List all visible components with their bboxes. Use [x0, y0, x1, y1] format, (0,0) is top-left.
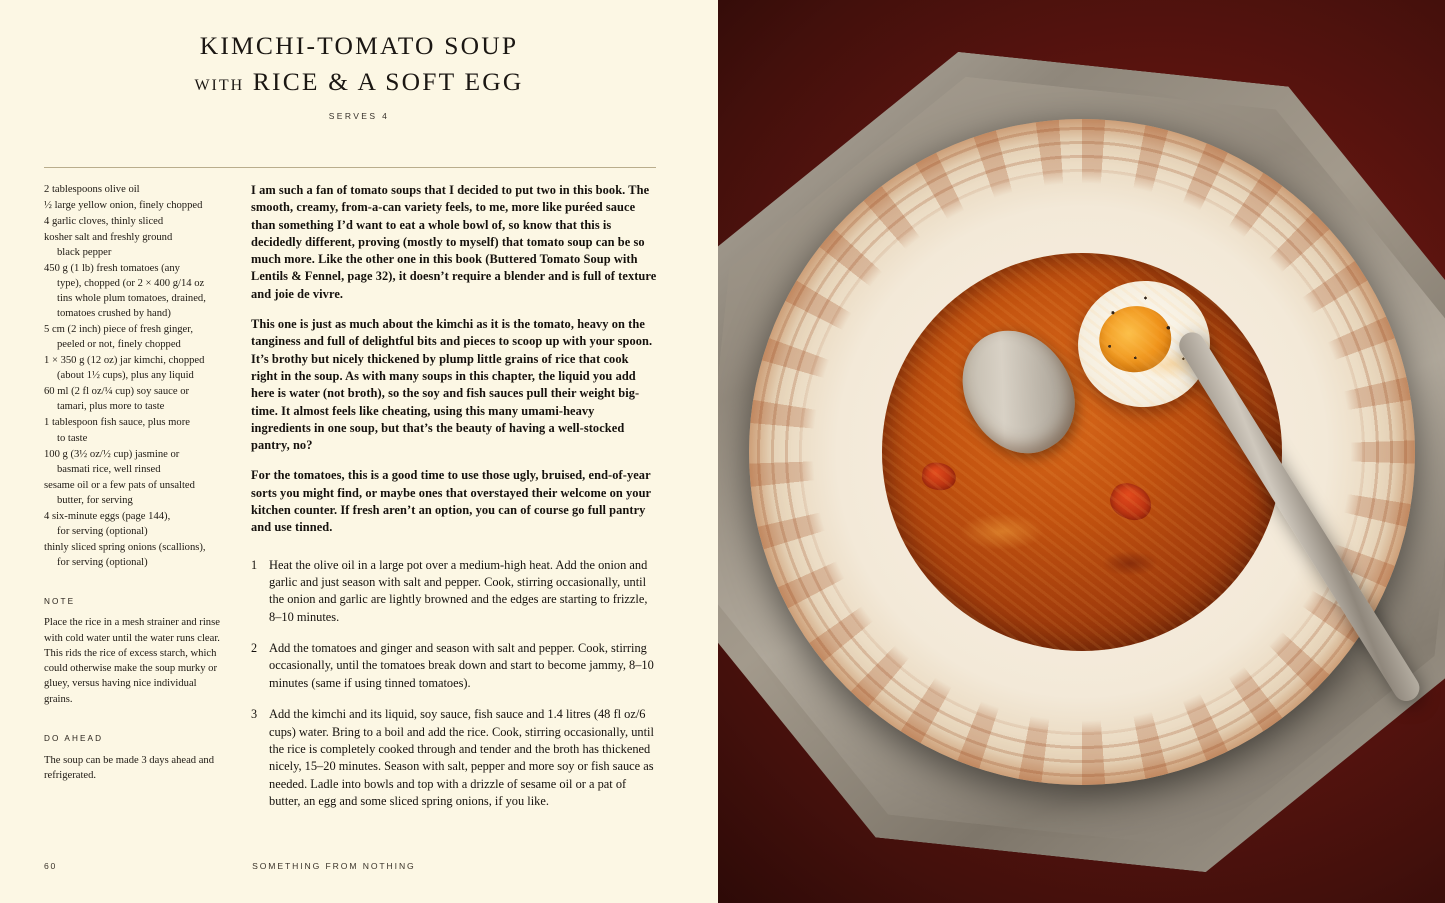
ingredient-text: 450 g (1 lb) fresh tomatoes (any	[44, 263, 180, 275]
egg-yolk	[1095, 301, 1175, 376]
ingredient-text: 1 tablespoon fish sauce, plus more	[44, 417, 190, 429]
list-item	[44, 261, 227, 321]
list-item	[44, 540, 227, 570]
ingredient-cont: tomatoes crushed by hand)	[57, 308, 171, 320]
ingredient-text: sesame oil or a few pats of unsalted	[44, 479, 195, 491]
title-block	[0, 0, 718, 121]
list-item	[251, 706, 657, 810]
step-number: 3	[251, 707, 258, 722]
ingredient-text: 1 × 350 g (12 oz) jar kimchi, chopped	[44, 355, 205, 367]
steps-list	[251, 557, 657, 811]
ingredient-cont: basmati rice, well rinsed	[57, 463, 161, 475]
ingredient-cont: butter, for serving	[57, 494, 133, 506]
recipe-title: KIMCHI-TOMATO SOUP	[199, 31, 519, 60]
list-item	[44, 198, 227, 213]
recipe-subtitle-text: RICE & A SOFT EGG	[252, 66, 524, 96]
ingredient-cont: black pepper	[57, 247, 112, 259]
ingredient-text: thinly sliced spring onions (scallions),	[44, 541, 206, 553]
intro-paragraph: For the tomatoes, this is a good time to use those ugly, bruised, end-of-year sorts you might find, or maybe ones that overstayed their welcome on your kitchen counter. If fresh aren’t an option, you can of course go full pantry and use tinned.	[251, 468, 651, 535]
ingredient-text: 60 ml (2 fl oz/¼ cup) soy sauce or	[44, 386, 190, 398]
ingredient-cont: tins whole plum tomatoes, drained,	[57, 293, 206, 305]
do-ahead-body: The soup can be made 3 days ahead and refrigerated.	[44, 754, 215, 781]
list-item	[44, 214, 227, 229]
step-number: 2	[251, 641, 258, 656]
list-item	[251, 557, 657, 626]
header-divider	[44, 167, 656, 168]
note-heading: NOTE	[44, 596, 76, 606]
list-item	[44, 322, 227, 352]
step-text: Heat the olive oil in a large pot over a medium-high heat. Add the onion and garlic and just season with salt and pepper. Cook, stirring occasionally, until the onion and garlic are lightly browned and the edges are starting to frizzle, 8–10 minutes.	[269, 557, 648, 624]
tomato-piece	[920, 461, 957, 492]
list-item	[44, 509, 227, 539]
recipe-columns	[44, 182, 660, 824]
ingredient-cont: (about 1½ cups), plus any liquid	[57, 370, 194, 382]
intro-paragraph: I am such a fan of tomato soups that I decided to put two in this book. The smooth, creamy, from-a-can variety feels, to me, more like puréed sauce than something I’d want to eat a whole bowl of, so know that this is decidedly different, proving (mostly to myself) that tomato soup can be so much more. Like the other one in this book (Buttered Tomato Soup with Lentils & Fennel, page 32), it doesn’t require a blender and is full of texture and joie de vivre.	[251, 183, 657, 301]
ingredient-cont: type), chopped (or 2 × 400 g/14 oz	[57, 278, 205, 290]
soup-contents	[882, 253, 1282, 651]
ingredient-text: 5 cm (2 inch) piece of fresh ginger,	[44, 324, 194, 336]
step-number: 1	[251, 557, 258, 572]
ingredients-list	[44, 182, 227, 570]
ingredient-text: 2 tablespoons olive oil	[44, 184, 140, 195]
list-item	[44, 182, 227, 197]
serves-label: SERVES 4	[328, 110, 390, 121]
chapter-title: SOMETHING FROM NOTHING	[252, 861, 416, 871]
ingredient-cont: for serving (optional)	[57, 525, 148, 537]
list-item	[251, 640, 657, 692]
ingredient-text: ½ large yellow onion, finely chopped	[44, 200, 203, 212]
do-ahead-heading: DO AHEAD	[44, 733, 104, 743]
ingredient-cont: peeled or not, finely chopped	[57, 339, 181, 351]
method-column	[251, 182, 657, 824]
ingredient-text: 100 g (3½ oz/½ cup) jasmine or	[44, 448, 180, 460]
recipe-subtitle	[0, 67, 718, 97]
ingredient-text: kosher salt and freshly ground	[44, 232, 173, 244]
list-item	[44, 230, 227, 260]
list-item	[44, 353, 227, 383]
recipe-subtitle-with: WITH	[194, 76, 245, 94]
page-footer	[44, 861, 660, 871]
ingredient-text: 4 six-minute eggs (page 144),	[44, 510, 171, 522]
ingredient-cont: tamari, plus more to taste	[57, 401, 165, 413]
list-item	[44, 447, 227, 477]
step-text: Add the kimchi and its liquid, soy sauce, fish sauce and 1.4 litres (48 fl oz/6 cups) water. Bring to a boil and add the rice. Cook, stirring occasionally, until the rice is completely cooked through and tender and the broth has thickened nicely, 15–20 minutes. Season with salt, pepper and more soy or fish sauce as needed. Ladle into bowls and top with a drizzle of sesame oil or a pat of butter, an egg and some sliced spring onions, if you like.	[269, 707, 654, 808]
list-item	[44, 415, 227, 445]
list-item	[44, 384, 227, 414]
ingredient-cont: to taste	[57, 432, 88, 444]
ingredient-text: 4 garlic cloves, thinly sliced	[44, 216, 164, 228]
ingredient-cont: for serving (optional)	[57, 556, 148, 568]
recipe-page	[0, 0, 718, 903]
recipe-photo	[718, 0, 1445, 903]
step-text: Add the tomatoes and ginger and season with salt and pepper. Cook, stirring occasionally, until the tomatoes break down and start to become jammy, 8–10 minutes (same if using tinned tomatoes).	[269, 641, 654, 690]
note-body: Place the rice in a mesh strainer and rinse with cold water until the water runs clear. This rids the rice of excess starch, which could otherwise make the soup murky or gluey, versus having nice individual grains.	[44, 617, 220, 705]
list-item	[44, 478, 227, 508]
intro-paragraph: This one is just as much about the kimchi as it is the tomato, heavy on the tanginess and full of delightful bits and pieces to scoop up with your spoon. It’s brothy but nicely thickened by plump little grains of rice that cook right in the soup. As with many soups in this chapter, the liquid you add here is water (not broth), so the soy and fish sauces pull their weight big-time. It almost feels like cheating, using this many umami-heavy ingredients in one soup, but that’s the beauty of having a well-stocked pantry, no?	[251, 317, 653, 453]
soup-bowl	[749, 119, 1415, 785]
ingredients-column	[44, 182, 227, 824]
page-number: 60	[44, 861, 57, 871]
tomato-piece	[1104, 478, 1156, 526]
